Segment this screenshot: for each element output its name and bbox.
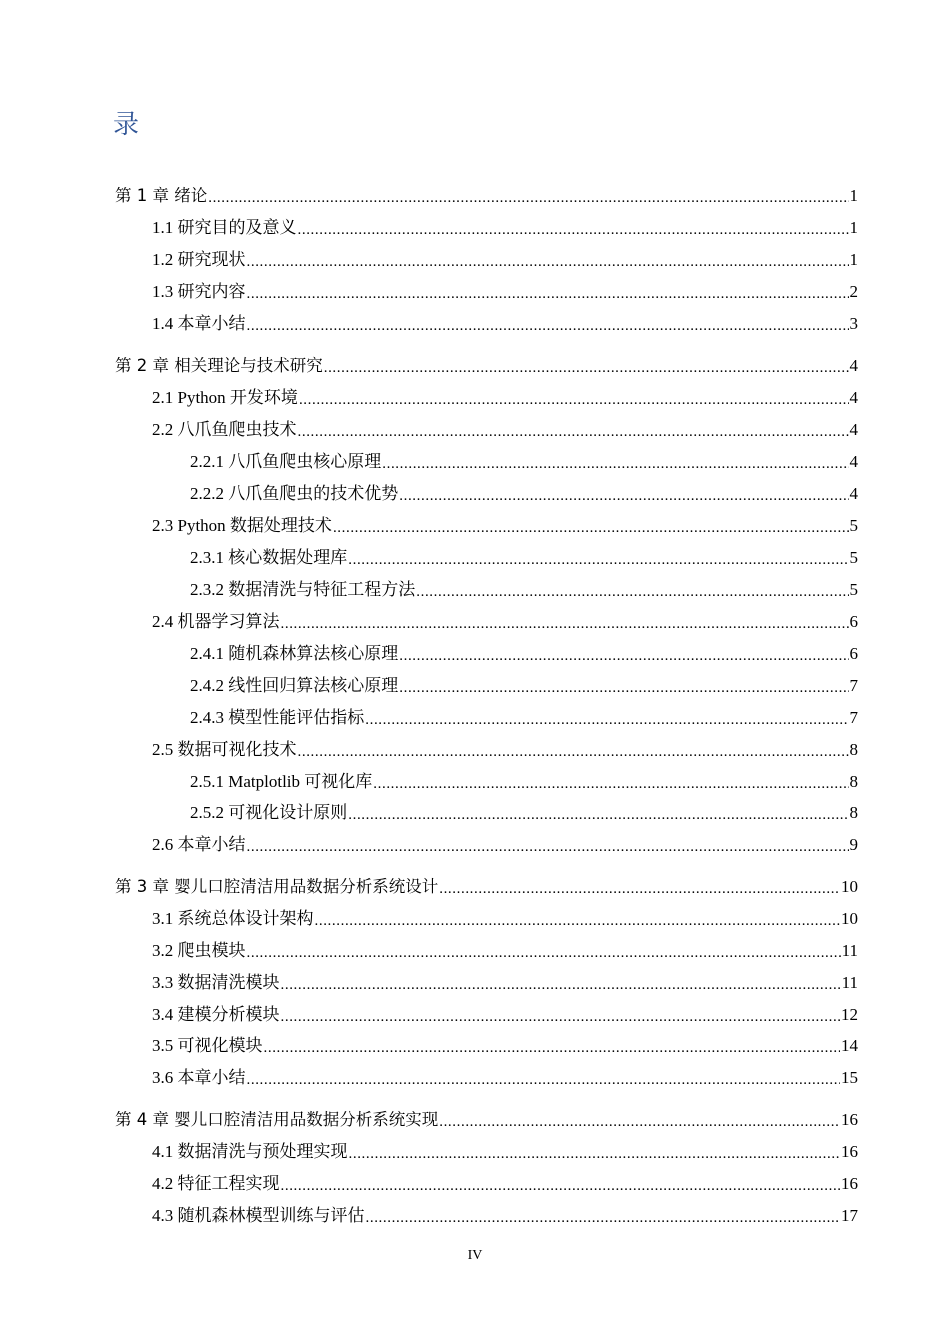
toc-leader <box>439 1112 840 1132</box>
toc-leader <box>399 678 848 698</box>
toc-entry-page: 15 <box>841 1068 858 1087</box>
toc-leader <box>247 316 849 336</box>
toc-entry-chapter[interactable] <box>115 1108 858 1132</box>
toc-entry-label: 第 1 章 绪论 <box>115 186 208 205</box>
toc-leader <box>315 911 841 931</box>
toc-entry-page: 17 <box>841 1206 858 1225</box>
toc-entry-label: 2.5.1 Matplotlib 可视化库 <box>190 772 373 791</box>
toc-leader <box>247 252 849 272</box>
toc-entry-section[interactable] <box>152 1003 858 1027</box>
toc-entry-subsection[interactable] <box>190 770 858 794</box>
toc-leader <box>299 390 849 410</box>
toc-entry-subsection[interactable] <box>190 706 858 730</box>
toc-entry-label: 2.6 本章小结 <box>152 835 246 854</box>
toc-entry-page: 1 <box>849 218 858 237</box>
toc-entry-label: 3.2 爬虫模块 <box>152 941 246 960</box>
toc-entry-page: 1 <box>849 186 858 205</box>
toc-entry-section[interactable] <box>152 1172 858 1196</box>
toc-entry-section[interactable] <box>152 1204 858 1228</box>
toc-leader <box>399 486 848 506</box>
toc-entry-page: 11 <box>841 941 858 960</box>
toc-entry-label: 2.2 八爪鱼爬虫技术 <box>152 420 297 439</box>
toc-entry-section[interactable] <box>152 514 858 538</box>
toc-entry-page: 14 <box>841 1036 858 1055</box>
toc-entry-chapter[interactable] <box>115 875 858 899</box>
toc-entry-label: 1.3 研究内容 <box>152 282 246 301</box>
toc-entry-page: 5 <box>849 548 858 567</box>
toc-entry-label: 3.4 建模分析模块 <box>152 1005 280 1024</box>
toc-leader <box>349 1144 841 1164</box>
toc-entry-label: 1.2 研究现状 <box>152 250 246 269</box>
toc-leader <box>333 518 849 538</box>
toc-entry-page: 4 <box>849 452 858 471</box>
toc-leader <box>298 742 849 762</box>
toc-entry-page: 6 <box>849 644 858 663</box>
toc-entry-label: 第 3 章 婴儿口腔清洁用品数据分析系统设计 <box>115 877 439 896</box>
toc-entry-page: 8 <box>849 740 858 759</box>
toc-entry-page: 5 <box>849 516 858 535</box>
toc-entry-section[interactable] <box>152 418 858 442</box>
toc-entry-page: 9 <box>849 835 858 854</box>
toc-leader <box>208 188 848 208</box>
toc-leader <box>373 774 848 794</box>
toc-entry-page: 8 <box>849 772 858 791</box>
toc-entry-label: 2.3.2 数据清洗与特征工程方法 <box>190 580 416 599</box>
toc-entry-page: 2 <box>849 282 858 301</box>
toc-heading: 录 <box>113 110 140 139</box>
toc-leader <box>281 1007 841 1027</box>
toc-entry-label: 2.4 机器学习算法 <box>152 612 280 631</box>
toc-leader <box>366 1208 841 1228</box>
toc-entry-chapter[interactable] <box>115 354 858 378</box>
toc-entry-page: 4 <box>849 484 858 503</box>
toc-leader <box>382 454 848 474</box>
toc-entry-page: 5 <box>849 580 858 599</box>
toc-entry-page: 12 <box>841 1005 858 1024</box>
toc-entry-subsection[interactable] <box>190 546 858 570</box>
toc-entry-page: 10 <box>841 877 858 896</box>
toc-entry-page: 16 <box>841 1142 858 1161</box>
toc-entry-label: 2.3.1 核心数据处理库 <box>190 548 348 567</box>
toc-entry-label: 2.2.1 八爪鱼爬虫核心原理 <box>190 452 382 471</box>
toc-entry-label: 2.4.3 模型性能评估指标 <box>190 708 365 727</box>
toc-entry-label: 4.2 特征工程实现 <box>152 1174 280 1193</box>
toc-entry-page: 8 <box>849 803 858 822</box>
toc-entry-label: 3.1 系统总体设计架构 <box>152 909 314 928</box>
toc-leader <box>365 710 848 730</box>
toc-entry-label: 第 4 章 婴儿口腔清洁用品数据分析系统实现 <box>115 1110 439 1129</box>
toc-leader <box>399 646 848 666</box>
toc-entry-section[interactable] <box>152 1140 858 1164</box>
toc-leader <box>416 582 848 602</box>
toc-entry-section[interactable] <box>152 312 858 336</box>
toc-leader <box>247 1070 841 1090</box>
toc-entry-label: 2.4.1 随机森林算法核心原理 <box>190 644 399 663</box>
toc-entry-chapter[interactable] <box>115 184 858 208</box>
toc-entry-section[interactable] <box>152 907 858 931</box>
toc-entry-label: 3.3 数据清洗模块 <box>152 973 280 992</box>
toc-entry-label: 2.3 Python 数据处理技术 <box>152 516 332 535</box>
toc-entry-page: 10 <box>841 909 858 928</box>
toc-entry-section[interactable] <box>152 216 858 240</box>
toc-leader <box>439 879 840 899</box>
toc-entry-subsection[interactable] <box>190 642 858 666</box>
toc-entry-page: 4 <box>849 388 858 407</box>
toc-entry-page: 7 <box>849 708 858 727</box>
toc-entry-page: 1 <box>849 250 858 269</box>
toc-leader <box>247 284 849 304</box>
toc-entry-subsection[interactable] <box>190 450 858 474</box>
toc-entry-subsection[interactable] <box>190 578 858 602</box>
toc-entry-page: 4 <box>849 356 858 375</box>
toc-entry-section[interactable] <box>152 1034 858 1058</box>
toc-entry-label: 2.4.2 线性回归算法核心原理 <box>190 676 399 695</box>
toc-entry-subsection[interactable] <box>190 801 858 825</box>
toc-leader <box>348 550 848 570</box>
toc-entry-label: 1.1 研究目的及意义 <box>152 218 297 237</box>
toc-entry-section[interactable] <box>152 833 858 857</box>
toc-leader <box>281 614 849 634</box>
toc-entry-page: 6 <box>849 612 858 631</box>
toc-entry-subsection[interactable] <box>190 482 858 506</box>
toc-entry-section[interactable] <box>152 939 858 963</box>
toc-entry-label: 3.6 本章小结 <box>152 1068 246 1087</box>
toc-entry-label: 2.5 数据可视化技术 <box>152 740 297 759</box>
toc-entry-section[interactable] <box>152 386 858 410</box>
toc-entry-label: 3.5 可视化模块 <box>152 1036 263 1055</box>
toc-entry-label: 2.5.2 可视化设计原则 <box>190 803 348 822</box>
toc-entry-section[interactable] <box>152 280 858 304</box>
toc-entry-page: 4 <box>849 420 858 439</box>
toc-leader <box>281 975 841 995</box>
toc-entry-page: 16 <box>841 1174 858 1193</box>
toc-entry-label: 2.1 Python 开发环境 <box>152 388 298 407</box>
toc-entry-section[interactable] <box>152 1066 858 1090</box>
toc-leader <box>298 422 849 442</box>
toc-entry-label: 第 2 章 相关理论与技术研究 <box>115 356 323 375</box>
page-number-footer: IV <box>467 1248 483 1263</box>
toc-entry-page: 16 <box>841 1110 858 1129</box>
toc-entry-label: 1.4 本章小结 <box>152 314 246 333</box>
toc-leader <box>247 837 849 857</box>
toc-entry-section[interactable] <box>152 248 858 272</box>
toc-entry-subsection[interactable] <box>190 674 858 698</box>
toc-leader <box>247 943 841 963</box>
toc-entry-page: 11 <box>841 973 858 992</box>
toc-entry-page: 3 <box>849 314 858 333</box>
toc-leader <box>264 1038 841 1058</box>
toc-leader <box>281 1176 841 1196</box>
toc-entry-section[interactable] <box>152 971 858 995</box>
toc-entry-section[interactable] <box>152 738 858 762</box>
toc-entry-section[interactable] <box>152 610 858 634</box>
toc-entry-label: 2.2.2 八爪鱼爬虫的技术优势 <box>190 484 399 503</box>
toc-leader <box>348 805 848 825</box>
toc-entry-label: 4.3 随机森林模型训练与评估 <box>152 1206 365 1225</box>
toc-leader <box>298 220 849 240</box>
toc-leader <box>324 358 849 378</box>
toc-entry-page: 7 <box>849 676 858 695</box>
toc-entry-label: 4.1 数据清洗与预处理实现 <box>152 1142 348 1161</box>
